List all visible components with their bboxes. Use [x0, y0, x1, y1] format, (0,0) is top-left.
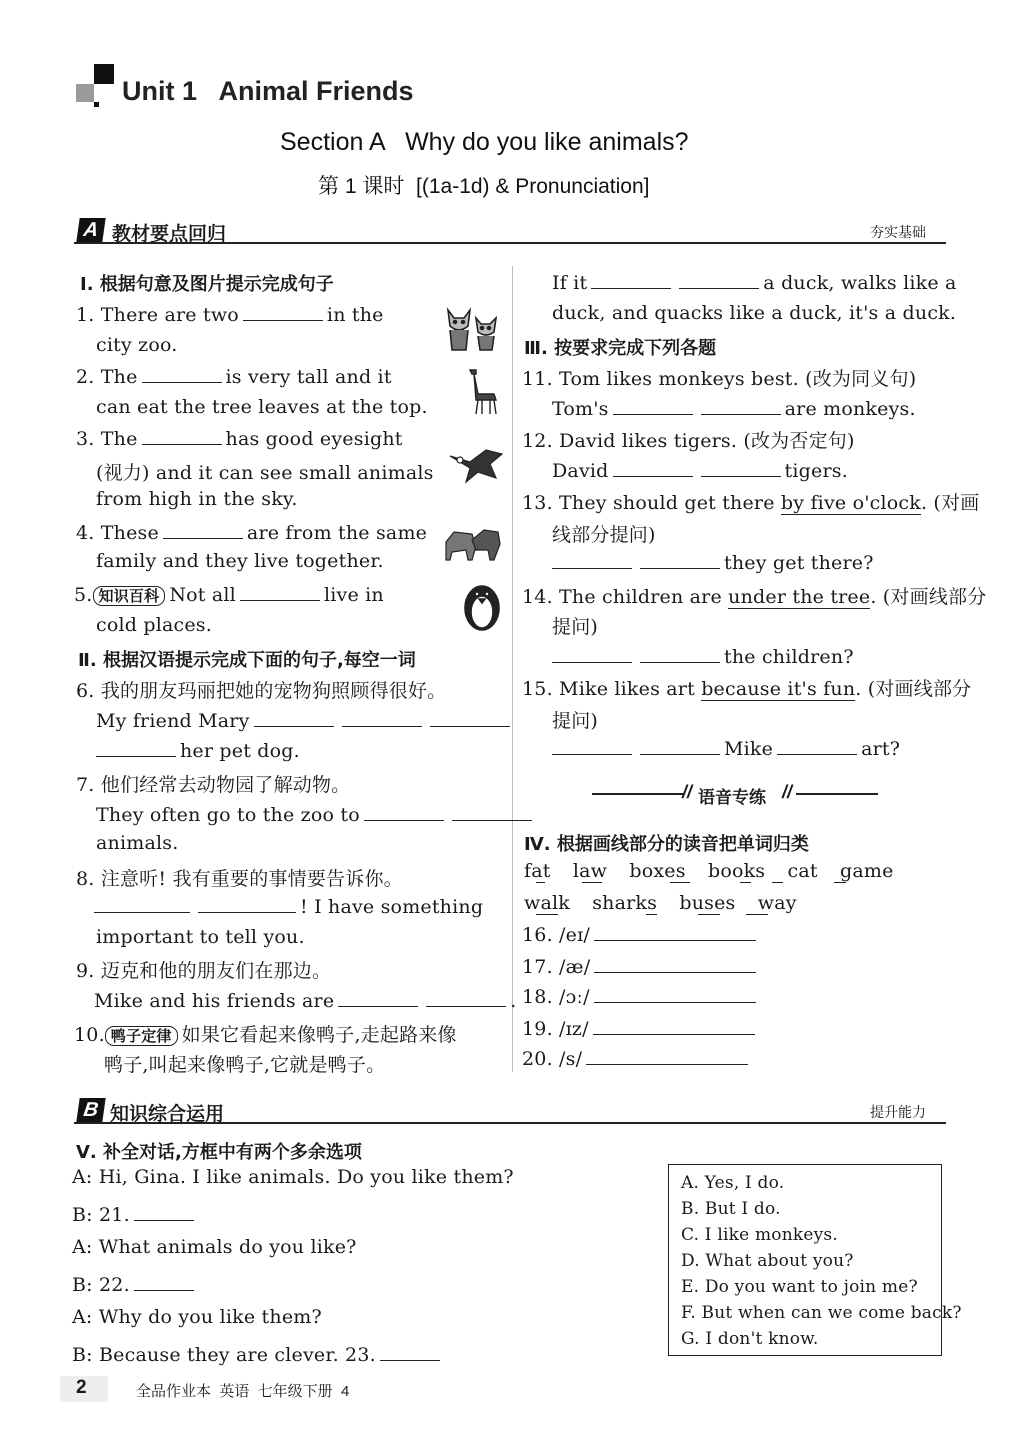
q21-text: B: 21.	[72, 1204, 130, 1226]
q3-text: 3. The	[76, 428, 138, 450]
q1-blank[interactable]	[243, 302, 323, 321]
part-b-badge: B	[76, 1098, 105, 1122]
section-2-heading: Ⅱ. 根据汉语提示完成下面的句子,每空一词	[78, 650, 416, 671]
q14-line-c	[548, 644, 854, 668]
q10-blank-2[interactable]	[679, 270, 759, 289]
q5-knowledge-tag: 知识百科	[93, 586, 166, 606]
q10-line-d: duck, and quacks like a duck, it's a duck.	[552, 302, 957, 324]
q22-text: B: 22.	[72, 1274, 130, 1296]
q15-text: 15. Mike likes art	[522, 678, 695, 700]
part-b-title: 知识综合运用	[110, 1104, 225, 1125]
word-fat: fat	[524, 860, 551, 882]
q10-line-c	[552, 270, 957, 294]
q4-line-a	[76, 520, 427, 544]
word-walk: walk	[524, 892, 570, 914]
section-title: Section A Why do you like animals?	[280, 128, 689, 156]
q21-blank[interactable]	[134, 1202, 194, 1221]
phonics-divider: // 语音专练 //	[592, 782, 878, 804]
q4-line-b: family and they live together.	[96, 550, 384, 572]
q20-text: 20. /s/	[522, 1048, 583, 1070]
column-divider	[512, 266, 513, 1072]
word-row-2	[524, 892, 797, 914]
dialogue-line-1: A: Hi, Gina. I like animals. Do you like them?	[72, 1166, 514, 1188]
q13-text-after: they get there?	[724, 552, 874, 574]
part-a-title: 教材要点回归	[112, 224, 227, 245]
part-a-tag: 夯实基础	[870, 224, 926, 240]
q13-line-c	[548, 550, 874, 574]
q14-blank-1[interactable]	[552, 644, 632, 663]
dialogue-line-5: A: Why do you like them?	[72, 1306, 322, 1328]
underline-marks-row-1	[524, 882, 864, 884]
word-sharks: sharks	[592, 892, 658, 914]
q8-line-b	[90, 894, 483, 918]
q22-blank[interactable]	[134, 1272, 194, 1291]
q5-line-b: cold places.	[96, 614, 213, 636]
underline-marks-row-2	[524, 914, 784, 916]
q13-line-b: 线部分提问)	[552, 524, 656, 546]
q11-line-b	[552, 396, 916, 420]
q15-text-mid: Mike	[724, 738, 774, 760]
giraffe-icon	[462, 366, 502, 416]
q7-line-b	[96, 802, 536, 826]
q5-text-after: live in	[323, 584, 384, 606]
q19-text: 19. /ɪz/	[522, 1018, 589, 1040]
q20-line	[522, 1046, 752, 1070]
q12-text-after: tigers.	[784, 460, 848, 482]
q5-line-a	[74, 582, 384, 606]
q15-underlined: because it's fun	[701, 678, 856, 700]
q15-blank-2[interactable]	[640, 736, 720, 755]
q14-blank-2[interactable]	[640, 644, 720, 663]
q10-text: 如果它看起来像鸭子,走起路来像	[181, 1024, 457, 1046]
option-e: E. Do you want to join me?	[681, 1277, 918, 1297]
q9-period: .	[510, 990, 517, 1012]
q13-instruction: . (对画	[920, 492, 980, 514]
q18-line	[522, 984, 760, 1008]
q14-line-a	[522, 582, 986, 609]
lesson-title: 第 1 课时 [(1a-1d) & Pronunciation]	[318, 175, 650, 198]
option-f: F. But when can we come back?	[681, 1303, 962, 1323]
page-number: 2	[76, 1377, 87, 1398]
q7-line-a: 7. 他们经常去动物园了解动物。	[76, 774, 351, 796]
word-cat: cat	[787, 860, 818, 882]
q19-line	[522, 1016, 759, 1040]
penguin-icon	[460, 578, 504, 632]
q6-blank-3[interactable]	[430, 708, 510, 727]
q5-number: 5.	[74, 584, 93, 606]
q9-text: Mike and his friends are	[94, 990, 335, 1012]
q10-blank-1[interactable]	[591, 270, 671, 289]
q14-text-after: the children?	[724, 646, 854, 668]
q3-text-after: has good eyesight	[225, 428, 403, 450]
q8-blank-2[interactable]	[198, 894, 296, 913]
q1-text-after: in the	[326, 304, 384, 326]
q7-blank-1[interactable]	[364, 802, 444, 821]
word-law: law	[572, 860, 608, 882]
q10-en-text: If it	[552, 272, 588, 294]
part-a-badge: A	[76, 218, 105, 242]
option-c: C. I like monkeys.	[681, 1225, 838, 1245]
q9-line-b	[94, 988, 517, 1012]
q1-line-b: city zoo.	[96, 334, 178, 356]
q9-blank-1[interactable]	[338, 988, 418, 1007]
dialogue-line-3: A: What animals do you like?	[72, 1236, 357, 1258]
q10-en-text-after: a duck, walks like a	[763, 272, 957, 294]
q18-blank[interactable]	[594, 984, 756, 1003]
dialogue-line-6	[72, 1342, 444, 1366]
q16-text: 16. /eɪ/	[522, 924, 590, 946]
word-books: books	[707, 860, 766, 882]
q5-text: Not all	[169, 584, 236, 606]
q6-line-b	[96, 708, 514, 732]
q20-blank[interactable]	[586, 1046, 748, 1065]
q3-line-c: from high in the sky.	[96, 488, 298, 510]
q8-text-after: ! I have something	[300, 896, 484, 918]
q4-text-after: are from the same	[246, 522, 428, 544]
q13-blank-1[interactable]	[552, 550, 632, 569]
q12-blank-2[interactable]	[701, 458, 781, 477]
unit-title: Unit 1 Animal Friends	[122, 76, 414, 106]
q11-line-a: 11. Tom likes monkeys best. (改为同义句)	[522, 368, 917, 390]
dialogue-line-4	[72, 1272, 198, 1296]
part-a-header	[74, 218, 946, 244]
q5-blank[interactable]	[240, 582, 320, 601]
word-row-1	[524, 860, 894, 882]
q13-blank-2[interactable]	[640, 550, 720, 569]
q6-text-after: her pet dog.	[180, 740, 300, 762]
q9-blank-2[interactable]	[426, 988, 506, 1007]
q11-blank-1[interactable]	[613, 396, 693, 415]
q23-blank[interactable]	[380, 1342, 440, 1361]
book-info: 全品作业本 英语 七年级下册 4	[136, 1383, 350, 1400]
part-b-tag: 提升能力	[870, 1104, 926, 1120]
q3-line-b: (视力) and it can see small animals	[96, 462, 434, 484]
q1-line-a	[76, 302, 384, 326]
q14-text: 14. The children are	[522, 586, 722, 608]
q14-line-b: 提问)	[552, 616, 599, 638]
wolf-icon	[442, 524, 504, 564]
q17-text: 17. /æ/	[522, 956, 591, 978]
q10-line-b: 鸭子,叫起来像鸭子,它就是鸭子。	[104, 1054, 386, 1076]
q15-line-c	[548, 736, 900, 760]
q1-text: 1. There are two	[76, 304, 239, 326]
q7-text: They often go to the zoo to	[96, 804, 360, 826]
option-a: A. Yes, I do.	[681, 1173, 785, 1193]
q12-line-a: 12. David likes tigers. (改为否定句)	[522, 430, 855, 452]
q19-blank[interactable]	[593, 1016, 755, 1035]
eagle-icon	[446, 444, 506, 488]
q6-line-a: 6. 我的朋友玛丽把她的宠物狗照顾得很好。	[76, 680, 447, 702]
q10-number: 10.	[74, 1024, 105, 1046]
q6-blank-4[interactable]	[96, 738, 176, 757]
q15-blank-1[interactable]	[552, 736, 632, 755]
section-5-heading: Ⅴ. 补全对话,方框中有两个多余选项	[76, 1142, 362, 1163]
q2-line-a	[76, 364, 392, 388]
q6-blank-2[interactable]	[342, 708, 422, 727]
section-3-heading: Ⅲ. 按要求完成下列各题	[524, 338, 717, 359]
q11-text: Tom's	[552, 398, 609, 420]
q15-line-a	[522, 674, 971, 701]
section-4-heading: Ⅳ. 根据画线部分的读音把单词归类	[524, 834, 809, 855]
q3-line-a	[76, 426, 403, 450]
q6-text: My friend Mary	[96, 710, 250, 732]
q6-blank-1[interactable]	[254, 708, 334, 727]
word-boxes: boxes	[629, 860, 686, 882]
q14-underlined: under the tree	[728, 586, 871, 608]
q10-line-a	[74, 1020, 457, 1047]
q15-instruction: . (对画线部分	[855, 678, 972, 700]
word-way: way	[757, 892, 797, 914]
q7-blank-2[interactable]	[452, 802, 532, 821]
q15-text-after: art?	[861, 738, 901, 760]
q23-text: B: Because they are clever. 23.	[72, 1344, 376, 1366]
q17-blank[interactable]	[594, 954, 756, 973]
option-b: B. But I do.	[681, 1199, 781, 1219]
section-1-heading: Ⅰ. 根据句意及图片提示完成句子	[80, 274, 334, 295]
options-box	[668, 1164, 962, 1356]
q9-line-a: 9. 迈克和他的朋友们在那边。	[76, 960, 332, 982]
q16-blank[interactable]	[594, 922, 756, 941]
option-d: D. What about you?	[681, 1251, 854, 1271]
option-g: G. I don't know.	[681, 1329, 819, 1349]
q14-instruction: . (对画线部分	[870, 586, 987, 608]
phonics-title: 语音专练	[698, 788, 766, 807]
word-buses: buses	[679, 892, 736, 914]
q11-blank-2[interactable]	[701, 396, 781, 415]
q15-blank-3[interactable]	[777, 736, 857, 755]
q7-line-c: animals.	[96, 832, 179, 854]
q16-line	[522, 922, 760, 946]
q12-text: David	[552, 460, 609, 482]
q18-text: 18. /ɔː/	[522, 986, 590, 1008]
q10-duck-law-tag: 鸭子定律	[105, 1026, 178, 1046]
dialogue-line-2	[72, 1202, 198, 1226]
q6-line-c	[92, 738, 300, 762]
q8-line-a: 8. 注意听! 我有重要的事情要告诉你。	[76, 868, 403, 890]
part-b-header	[74, 1098, 946, 1124]
q12-line-b	[552, 458, 848, 482]
q2-text-after: is very tall and it	[225, 366, 392, 388]
q13-line-a	[522, 488, 979, 515]
unit-logo	[76, 64, 116, 108]
q8-line-c: important to tell you.	[96, 926, 305, 948]
q12-blank-1[interactable]	[613, 458, 693, 477]
q2-line-b: can eat the tree leaves at the top.	[96, 396, 428, 418]
q8-blank-1[interactable]	[94, 894, 190, 913]
word-game: game	[839, 860, 894, 882]
q15-line-b: 提问)	[552, 710, 599, 732]
q17-line	[522, 954, 760, 978]
q2-blank[interactable]	[142, 364, 222, 383]
q13-underlined: by five o'clock	[780, 492, 921, 514]
q2-text: 2. The	[76, 366, 138, 388]
q4-blank[interactable]	[163, 520, 243, 539]
q13-text: 13. They should get there	[522, 492, 775, 514]
q11-text-after: are monkeys.	[784, 398, 916, 420]
q4-text: 4. These	[76, 522, 159, 544]
fox-icon	[442, 304, 504, 352]
q3-blank[interactable]	[142, 426, 222, 445]
